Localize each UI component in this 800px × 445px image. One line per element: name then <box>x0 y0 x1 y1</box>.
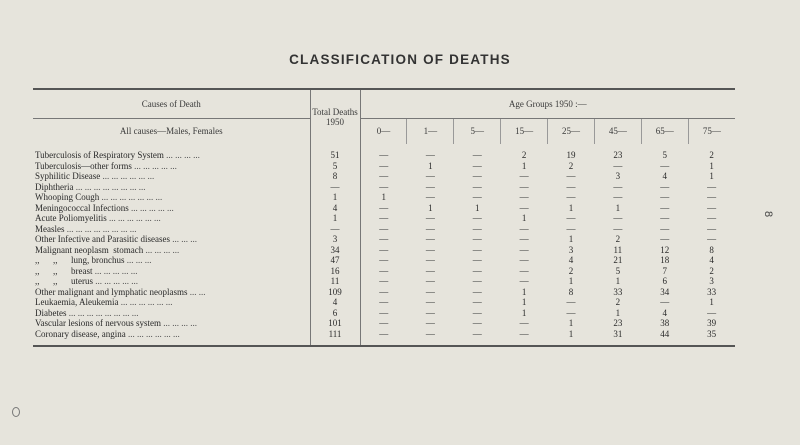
table-row <box>33 144 735 161</box>
age-group-cell: — <box>472 328 482 339</box>
cause-cell <box>33 182 310 193</box>
age-group-cell: — <box>566 297 576 308</box>
age-group-cell: 1 <box>615 276 621 287</box>
age-group-cell: — <box>379 286 389 297</box>
cause-label: Leukaemia, Aleukemia <box>35 297 119 308</box>
age-group-cell: — <box>379 181 389 192</box>
age-group-cell: 1 <box>521 213 527 224</box>
age-group-cell: 8 <box>709 244 714 255</box>
age-group-cell: 1 <box>428 160 433 171</box>
age-group-cell: — <box>379 202 389 213</box>
cause-cell <box>33 203 310 214</box>
total-deaths-cell: 3 <box>310 234 360 245</box>
age-group-cell: — <box>519 328 529 339</box>
leader-dots: ... ... ... ... <box>163 318 197 329</box>
age-group-cell: 21 <box>613 255 623 266</box>
age-group-cell: — <box>519 276 529 287</box>
table-row <box>33 245 735 256</box>
age-group-cell: — <box>566 171 576 182</box>
age-group-cell: 1 <box>521 297 527 308</box>
header-causes: Causes of Death <box>33 89 310 119</box>
age-group-cell: 5 <box>662 150 667 161</box>
age-group-cell: — <box>613 192 623 203</box>
age-group-cell: — <box>425 297 435 308</box>
total-deaths-cell: 8 <box>310 171 360 182</box>
age-group-cell: — <box>613 181 623 192</box>
age-group-cell: — <box>472 286 482 297</box>
age-group-cell: — <box>379 255 389 266</box>
age-group-cell: — <box>379 150 389 161</box>
total-deaths-cell: 1 <box>310 192 360 203</box>
age-group-cell: 1 <box>381 192 386 203</box>
age-group-cell: — <box>472 171 482 182</box>
table-row <box>33 308 735 319</box>
total-deaths-cell: 109 <box>310 287 360 298</box>
total-deaths-cell: 34 <box>310 245 360 256</box>
cause-label: Tuberculosis—other forms <box>35 160 132 171</box>
leader-dots: ... ... ... ... ... ... ... ... <box>75 181 146 192</box>
age-group-cell: — <box>379 318 389 329</box>
age-group-cell: — <box>472 318 482 329</box>
total-deaths-cell: 6 <box>310 308 360 319</box>
table-row <box>33 182 735 193</box>
age-group-cell: — <box>707 202 717 213</box>
age-group-cell: 1 <box>709 160 714 171</box>
total-deaths-cell: 4 <box>310 297 360 308</box>
age-group-cell: 11 <box>613 244 623 255</box>
age-group-cell: — <box>379 328 389 339</box>
age-group-cell: — <box>519 234 529 245</box>
age-group-cell: 1 <box>568 276 574 287</box>
age-group-cell: — <box>472 276 482 287</box>
age-group-cell: — <box>472 181 482 192</box>
age-group-cell: 1 <box>521 160 527 171</box>
age-group-cell: 12 <box>660 244 670 255</box>
age-group-cell: — <box>425 276 435 287</box>
cause-cell <box>33 308 310 319</box>
age-group-cell: 1 <box>428 202 433 213</box>
age-group-cell: — <box>566 307 576 318</box>
age-group-cell: — <box>425 265 435 276</box>
age-group-cell: — <box>425 318 435 329</box>
total-deaths-cell: — <box>310 224 360 235</box>
age-group-cell: — <box>472 244 482 255</box>
table-row <box>33 266 735 277</box>
table-row <box>33 234 735 245</box>
age-group-cell: 6 <box>662 276 667 287</box>
table-row <box>33 329 735 347</box>
age-group-cell: — <box>660 234 670 245</box>
age-group-cell: 33 <box>613 286 623 297</box>
age-group-cell: 2 <box>568 160 574 171</box>
table-row <box>33 297 735 308</box>
classification-table <box>33 88 735 347</box>
age-group-cell: — <box>660 297 670 308</box>
table-row <box>33 203 735 214</box>
age-group-cell: — <box>425 328 435 339</box>
age-group-cell: — <box>425 213 435 224</box>
age-group-cell: 2 <box>615 297 621 308</box>
age-group-cell: 38 <box>660 318 670 329</box>
age-group-cell: — <box>472 223 482 234</box>
age-group-cell: — <box>379 171 389 182</box>
age-group-cell: — <box>707 307 717 318</box>
leader-dots: ... ... ... ... ... ... ... <box>101 192 163 203</box>
age-group-cell: — <box>472 192 482 203</box>
total-deaths-cell: 4 <box>310 203 360 214</box>
age-group-cell: — <box>379 234 389 245</box>
cause-cell <box>33 144 310 161</box>
leader-dots: ... ... ... ... ... <box>95 276 138 287</box>
age-group-cell: 8 <box>568 286 574 297</box>
age-group-cell: 2 <box>521 150 527 161</box>
leader-dots: ... ... <box>189 286 206 297</box>
cause-cell <box>33 213 310 224</box>
age-group-cell: — <box>660 223 670 234</box>
age-group-cell: — <box>379 223 389 234</box>
header-age-0: 0— <box>360 119 407 145</box>
age-group-cell: — <box>379 244 389 255</box>
age-group-cell: — <box>425 255 435 266</box>
age-group-cell: — <box>519 223 529 234</box>
age-group-cell: 5 <box>615 265 621 276</box>
age-group-cell: 4 <box>662 307 667 318</box>
age-group-cell: — <box>519 255 529 266</box>
age-group-cell: — <box>707 213 717 224</box>
leader-dots: ... ... ... <box>126 255 152 266</box>
table-row <box>33 171 735 182</box>
cause-label: Other Infective and Parasitic diseases <box>35 234 170 245</box>
age-group-cell: — <box>519 192 529 203</box>
leader-dots: ... ... ... ... ... <box>130 202 174 213</box>
age-group-cell: 1 <box>615 202 621 213</box>
age-group-cell: 4 <box>709 255 714 266</box>
leader-dots: ... ... ... ... <box>166 150 200 161</box>
total-deaths-cell: 11 <box>310 276 360 287</box>
header-age-45: 45— <box>594 119 641 145</box>
age-group-cell: 4 <box>662 171 667 182</box>
age-group-cell: — <box>472 307 482 318</box>
age-group-cell: — <box>472 150 482 161</box>
age-group-cell: — <box>707 192 717 203</box>
age-group-cell: 18 <box>660 255 670 266</box>
table-row <box>33 276 735 287</box>
cause-cell <box>33 318 310 329</box>
age-group-cell: — <box>519 181 529 192</box>
cause-label: ,, ,, uterus <box>35 276 93 287</box>
age-group-cell: 23 <box>613 318 623 329</box>
age-group-cell: 1 <box>568 318 574 329</box>
leader-dots: ... ... ... ... ... ... <box>109 213 161 224</box>
age-group-cell: 4 <box>568 255 574 266</box>
age-group-cell: — <box>425 234 435 245</box>
leader-dots: ... ... ... ... ... ... <box>102 171 155 182</box>
age-group-cell: — <box>519 244 529 255</box>
total-deaths-cell: — <box>310 182 360 193</box>
age-group-cell: 1 <box>568 328 574 339</box>
age-group-cell: — <box>425 192 435 203</box>
age-group-cell: 1 <box>709 297 714 308</box>
age-group-cell: — <box>519 318 529 329</box>
age-group-cell: — <box>379 160 389 171</box>
header-age-75: 75— <box>688 119 735 145</box>
age-group-cell: 39 <box>707 318 717 329</box>
age-group-cell: 1 <box>615 307 621 318</box>
header-total-deaths: Total Deaths 1950 <box>310 89 360 144</box>
cause-cell <box>33 255 310 266</box>
total-deaths-cell: 111 <box>310 329 360 347</box>
age-group-cell: — <box>519 265 529 276</box>
header-age-5: 5— <box>454 119 501 145</box>
age-group-cell: — <box>660 202 670 213</box>
age-group-cell: 2 <box>709 150 714 161</box>
age-group-cell: 35 <box>707 328 717 339</box>
cause-label: ,, ,, breast <box>35 265 93 276</box>
age-group-cell: — <box>660 213 670 224</box>
punch-hole-mark <box>12 407 20 417</box>
age-group-cell: — <box>425 286 435 297</box>
total-deaths-cell: 16 <box>310 266 360 277</box>
age-group-cell: — <box>660 181 670 192</box>
total-deaths-cell: 47 <box>310 255 360 266</box>
cause-cell <box>33 192 310 203</box>
cause-cell <box>33 171 310 182</box>
page-number: 8 <box>762 210 775 218</box>
table-row <box>33 192 735 203</box>
age-group-cell: 44 <box>660 328 670 339</box>
age-group-cell: — <box>379 265 389 276</box>
leader-dots: ... ... ... ... ... <box>94 265 138 276</box>
age-group-cell: — <box>472 297 482 308</box>
age-group-cell: 3 <box>709 276 714 287</box>
age-group-cell: — <box>425 244 435 255</box>
age-group-cell: 2 <box>568 265 574 276</box>
leader-dots: ... ... ... ... ... ... <box>120 297 173 308</box>
age-group-cell: 3 <box>568 244 574 255</box>
age-group-cell: — <box>519 171 529 182</box>
header-age-65: 65— <box>641 119 688 145</box>
age-group-cell: — <box>472 265 482 276</box>
age-group-cell: 7 <box>662 265 667 276</box>
age-group-cell: — <box>566 181 576 192</box>
age-group-cell: 31 <box>613 328 623 339</box>
age-group-cell: 19 <box>566 150 576 161</box>
table-row <box>33 318 735 329</box>
age-group-cell: — <box>707 234 717 245</box>
age-group-cell: 3 <box>615 171 621 182</box>
leader-dots: ... ... ... ... ... ... ... ... <box>66 223 137 234</box>
cause-label: Whooping Cough <box>35 192 100 203</box>
age-group-cell: 1 <box>709 171 714 182</box>
header-age-1: 1— <box>407 119 454 145</box>
age-group-cell: — <box>379 213 389 224</box>
age-group-cell: 1 <box>474 202 480 213</box>
age-group-cell: — <box>425 171 435 182</box>
total-deaths-cell: 5 <box>310 161 360 172</box>
leader-dots: ... ... ... <box>172 234 197 245</box>
age-group-cell: 2 <box>709 265 714 276</box>
age-group-cell: — <box>425 150 435 161</box>
age-group-cell: 1 <box>568 202 574 213</box>
total-deaths-cell: 101 <box>310 318 360 329</box>
age-group-cell: — <box>707 223 717 234</box>
cause-label: Measles <box>35 223 65 234</box>
age-group-cell: 33 <box>707 286 717 297</box>
cause-label: Malignant neoplasm stomach <box>35 244 144 255</box>
cause-label: Tuberculosis of Respiratory System <box>35 150 164 161</box>
age-group-cell: — <box>613 223 623 234</box>
cause-label: Meningococcal Infections <box>35 202 129 213</box>
total-deaths-cell: 51 <box>310 144 360 161</box>
age-group-cell: — <box>613 213 623 224</box>
cause-label: Other malignant and lymphatic neoplasms <box>35 286 188 297</box>
cause-cell <box>33 276 310 287</box>
age-group-cell: 1 <box>521 286 527 297</box>
table-row <box>33 287 735 298</box>
age-group-cell: — <box>613 160 623 171</box>
cause-cell <box>33 224 310 235</box>
cause-cell <box>33 329 310 347</box>
age-group-cell: — <box>566 192 576 203</box>
age-group-cell: 1 <box>568 234 574 245</box>
age-group-cell: — <box>425 307 435 318</box>
age-group-cell: — <box>472 160 482 171</box>
age-group-cell: — <box>660 160 670 171</box>
cause-cell <box>33 234 310 245</box>
age-group-cell: — <box>472 213 482 224</box>
age-group-cell: 2 <box>615 234 621 245</box>
cause-label: ,, ,, lung, bronchus <box>35 255 125 266</box>
cause-label: Vascular lesions of nervous system <box>35 318 161 329</box>
age-group-cell: 1 <box>521 307 527 318</box>
age-group-cell: — <box>566 223 576 234</box>
age-group-cell: — <box>472 255 482 266</box>
age-group-cell: — <box>379 276 389 287</box>
cause-label: Diphtheria <box>35 181 74 192</box>
cause-label: Syphilitic Disease <box>35 171 101 182</box>
cause-label: Coronary disease, angina <box>35 328 126 339</box>
age-group-cell: 34 <box>660 286 670 297</box>
table-row <box>33 224 735 235</box>
cause-cell <box>33 297 310 308</box>
table-row <box>33 255 735 266</box>
total-deaths-cell: 1 <box>310 213 360 224</box>
header-age-groups: Age Groups 1950 :— <box>360 89 735 119</box>
age-group-cell: — <box>379 307 389 318</box>
cause-label: Diabetes <box>35 307 67 318</box>
age-group-cell: — <box>566 213 576 224</box>
age-group-cell: — <box>425 181 435 192</box>
cause-cell <box>33 245 310 256</box>
table-body <box>33 144 735 346</box>
leader-dots: ... ... ... ... ... ... ... ... <box>68 307 139 318</box>
header-age-25: 25— <box>548 119 595 145</box>
age-group-cell: — <box>425 223 435 234</box>
leader-dots: ... ... ... ... ... <box>134 160 177 171</box>
age-group-cell: 23 <box>613 150 623 161</box>
cause-cell <box>33 161 310 172</box>
leader-dots: ... ... ... ... ... ... <box>127 328 180 339</box>
cause-label: Acute Poliomyelitis <box>35 213 107 224</box>
age-group-cell: — <box>519 202 529 213</box>
header-all-causes: All causes—Males, Females <box>33 119 310 145</box>
age-group-cell: — <box>660 192 670 203</box>
page-title: CLASSIFICATION OF DEATHS <box>289 52 511 67</box>
age-group-cell: — <box>707 181 717 192</box>
leader-dots: ... ... ... ... <box>145 244 180 255</box>
cause-cell <box>33 266 310 277</box>
age-group-cell: — <box>379 297 389 308</box>
table-row <box>33 161 735 172</box>
table-row <box>33 213 735 224</box>
header-age-15: 15— <box>501 119 548 145</box>
cause-cell <box>33 287 310 298</box>
age-group-cell: — <box>472 234 482 245</box>
